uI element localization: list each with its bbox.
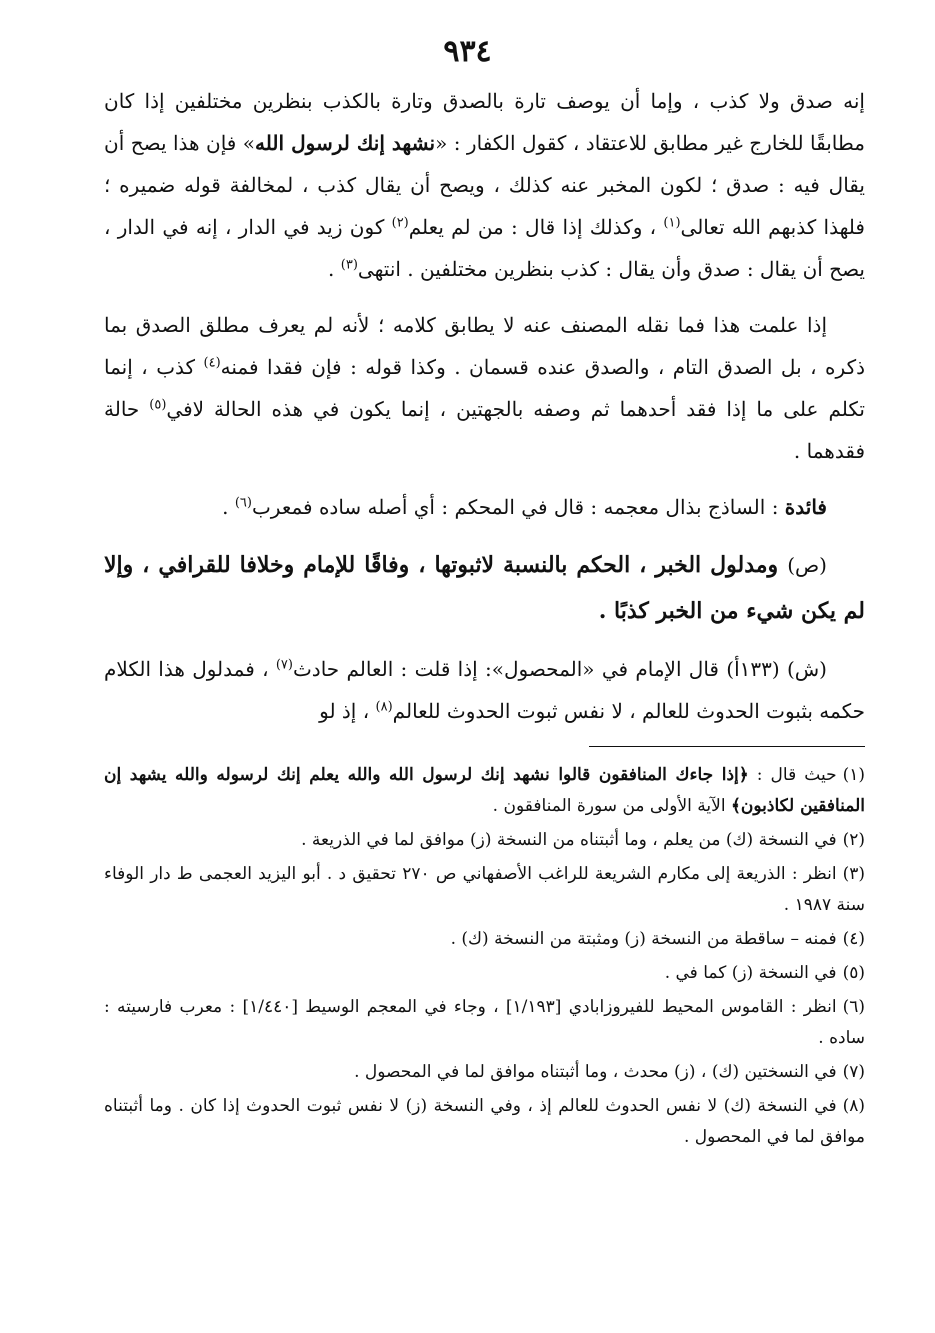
footnote-number: (٧) [842, 1062, 865, 1082]
footnote-text: انظر : القاموس المحيط للفيروزابادي [١/١٩٣] ، وجاء في المعجم الوسيط [١/٤٤٠] : معرب فارسيته : ساده . [104, 997, 865, 1048]
faida-label: فائدة [784, 495, 827, 519]
footnote-ref[interactable]: (٨) [375, 699, 393, 715]
footnote-5 [104, 958, 865, 989]
footnote-number: (٦) [842, 997, 865, 1017]
page-number: ٩٣٤ [443, 34, 492, 69]
footnotes [104, 760, 865, 1156]
footnote-text: في النسخة (ك) لا نفس الحدوث للعالم إذ ، وفي النسخة (ز) لا نفس ثبوت الحدوث إذا كان . وما أثبتناه موافق لما في المحصول . [104, 1096, 865, 1147]
matn-paragraph [104, 542, 865, 634]
footnote-text: انظر : الذريعة إلى مكارم الشريعة للراغب الأصفهاني ص ٢٧٠ تحقيق د . أبو اليزيد العجمى ط دار الوفاء سنة ١٩٨٧ . [104, 864, 865, 915]
paragraph-faida [104, 486, 865, 528]
footnote-ref[interactable]: (٤) [203, 355, 221, 371]
footnote-ref[interactable]: (١) [663, 215, 681, 231]
quran-quote: نشهد إنك لرسول الله [255, 131, 436, 155]
footnote-3 [104, 859, 865, 921]
footnote-number: (٣) [842, 864, 865, 884]
footnote-number: (٥) [842, 963, 865, 983]
footnote-text: فمنه – ساقطة من النسخة (ز) ومثبتة من النسخة (ك) . [450, 929, 837, 949]
text-run: . [328, 257, 341, 281]
footnote-2 [104, 825, 865, 856]
footnote-ref[interactable]: (٦) [234, 495, 252, 511]
text-run: إذا علمت هذا فما نقله المصنف عنه لا يطابق كلامه ؛ لأنه لم يعرف مطلق الصدق بما ذكره ، بل الصدق التام ، والصدق عنده قسمان . وكذا قوله : فإن فقدا فمنه [104, 313, 865, 379]
text-run: حالة فقدهما . [104, 397, 865, 463]
footnote-divider [589, 746, 865, 747]
matn-text: ومدلول الخبر ، الحكم بالنسبة لاثبوتها ، وفاقًا للإمام وخلافا للقرافي ، وإلا لم يكن شيء من الخبر كذبًا . [104, 552, 865, 624]
quran-quote: ﴿إذا جاءك المنافقون قالوا نشهد إنك لرسول الله والله يعلم إنك لرسوله والله يشهد إن المنافقين لكاذبون﴾ [104, 765, 865, 816]
footnote-text: في النسخة (ز) كما في . [664, 963, 837, 983]
main-text [104, 80, 865, 746]
text-run: . [222, 495, 235, 519]
footnote-ref[interactable]: (٧) [275, 657, 293, 673]
text-run: ، إذ لو [319, 699, 376, 723]
sharh-paragraph [104, 648, 865, 732]
text-run: إنه صدق ولا كذب ، وإما أن يوصف تارة بالصدق وتارة بالكذب بنظرين مختلفين إذا كان مطابقًا للخارج غير مطابق للاعتقاد ، كقول الكفار : « [104, 89, 865, 155]
footnote-number: (٢) [842, 830, 865, 850]
footnote-7 [104, 1057, 865, 1088]
matn-marker: (ص) [787, 553, 827, 577]
footnote-number: (٤) [842, 929, 865, 949]
text-run: كذب ، إنما تكلم على ما إذا فقد أحدهما ثم وصفه بالجهتين ، إنما يكون في هذه الحالة لافي [104, 355, 866, 421]
footnote-number: (٨) [842, 1096, 865, 1116]
text-run: » فإن هذا يصح أن يقال فيه : صدق ؛ لكون المخبر عنه كذلك ، ويصح أن يقال كذب ، لمخالفة قوله ضميره ؛ فلهذا كذبهم الله تعالى [104, 131, 865, 239]
text-run: ، وكذلك إذا قال : من لم يعلم [408, 215, 664, 239]
footnote-text: الآية الأولى من سورة المنافقون . [492, 796, 731, 816]
paragraph-1 [104, 80, 865, 290]
text-run: ، فمدلول هذا الكلام حكمه بثبوت الحدوث للعالم ، لا نفس ثبوت الحدوث للعالم [104, 657, 865, 723]
footnote-number: (١) [842, 765, 866, 785]
footnote-text: في النسخة (ك) من يعلم ، وما أثبتناه من النسخة (ز) موافق لما في الذريعة . [301, 830, 837, 850]
footnote-text: حيث قال : [748, 765, 837, 785]
footnote-1 [104, 760, 865, 822]
paragraph-2 [104, 304, 865, 472]
footnote-4 [104, 924, 865, 955]
footnote-6 [104, 992, 865, 1054]
text-run: كون زيد في الدار ، إنه في الدار ، يصح أن يقال : صدق وأن يقال : كذب بنظرين مختلفين . انتهى [104, 215, 865, 281]
footnote-8 [104, 1091, 865, 1153]
text-run: (ش) (١٣٣أ) قال الإمام في «المحصول»: إذا قلت : العالم حادث [292, 657, 827, 681]
text-run: : الساذج بذال معجمه : قال في المحكم : أي أصله ساده فمعرب [251, 495, 785, 519]
footnote-text: في النسختين (ك) ، (ز) محدث ، وما أثبتناه موافق لما في المحصول . [354, 1062, 837, 1082]
footnote-ref[interactable]: (٢) [391, 215, 409, 231]
footnote-ref[interactable]: (٣) [340, 257, 358, 273]
footnote-ref[interactable]: (٥) [149, 397, 167, 413]
